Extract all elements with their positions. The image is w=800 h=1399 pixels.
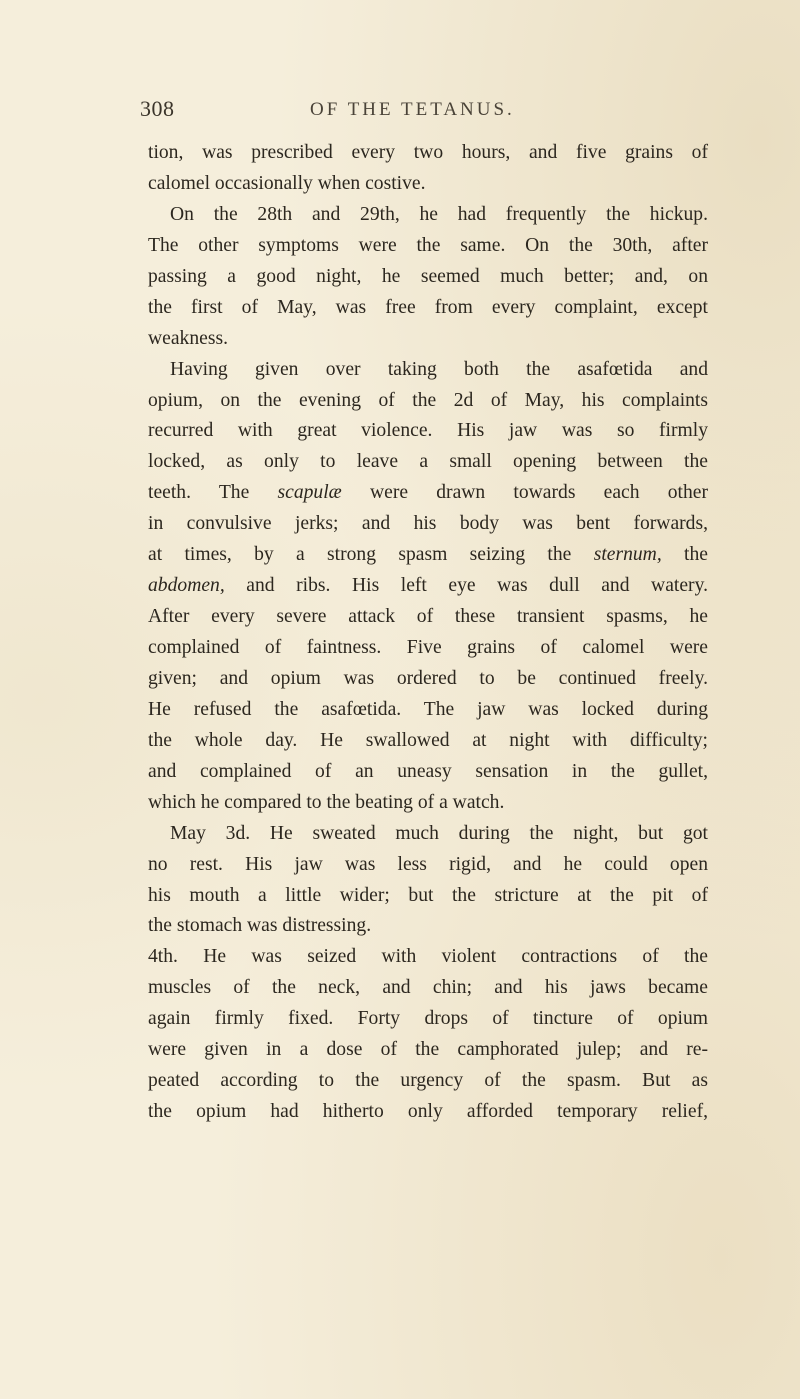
text-line: again firmly fixed. Forty drops of tincture of opium [148, 1008, 708, 1030]
text-line: After every severe attack of these transient spasms, he [148, 606, 708, 628]
text-line: complained of faintness. Five grains of calomel were [148, 637, 708, 658]
text-line: May 3d. He sweated much during the night, but got [170, 822, 708, 844]
text-line: recurred with great violence. His jaw was so firmly [148, 420, 708, 442]
text-line: tion, was prescribed every two hours, and five grains of [148, 142, 708, 163]
text-line: abdomen, and ribs. His left eye was dull and watery. [148, 575, 708, 597]
text-line: locked, as only to leave a small opening between the [148, 451, 708, 473]
italic-term: scapulæ [277, 482, 342, 504]
text-line: were given in a dose of the camphorated julep; and re- [148, 1039, 708, 1061]
text-line: which he compared to the beating of a watch. [148, 791, 505, 813]
text-line: the stomach was distressing. [148, 915, 372, 937]
text-line: 4th. He was seized with violent contractions of the [148, 946, 708, 968]
page-header [140, 96, 700, 126]
running-title: OF THE TETANUS. [310, 99, 515, 120]
text-line: the opium had hitherto only afforded temporary relief, [148, 1101, 708, 1123]
text-line: teeth. The scapulæ were drawn towards each other [148, 482, 709, 504]
text-line: He refused the asafœtida. The jaw was locked during [148, 698, 708, 720]
text-line: weakness. [148, 327, 228, 349]
italic-term: sternum, [593, 544, 662, 566]
text-line: the first of May, was free from every complaint, except [148, 296, 708, 318]
page-number: 308 [140, 96, 175, 121]
text-line: calomel occasionally when costive. [148, 172, 426, 194]
italic-term: abdomen, [148, 575, 225, 597]
text-line: no rest. His jaw was less rigid, and he could open [148, 853, 708, 875]
text-line: opium, on the evening of the 2d of May, his complaints [148, 389, 708, 411]
text-line: On the 28th and 29th, he had frequently the hickup. [170, 203, 708, 225]
text-line: his mouth a little wider; but the stricture at the pit of [148, 884, 708, 906]
text-line: peated according to the urgency of the spasm. But as [148, 1070, 708, 1092]
text-line: Having given over taking both the asafœtida and [170, 358, 708, 380]
text-line: passing a good night, he seemed much better; and, on [148, 265, 708, 287]
text-line: The other symptoms were the same. On the 30th, after [148, 234, 708, 256]
text-line: muscles of the neck, and chin; and his jaws became [148, 977, 708, 999]
text-line: at times, by a strong spasm seizing the sternum, the [148, 544, 708, 566]
text-line: the whole day. He swallowed at night with difficulty; [148, 729, 708, 751]
text-line: in convulsive jerks; and his body was bent forwards, [148, 513, 708, 535]
text-line: given; and opium was ordered to be continued freely. [148, 667, 708, 689]
text-line: and complained of an uneasy sensation in the gullet, [148, 760, 708, 782]
body-text [148, 138, 708, 1128]
